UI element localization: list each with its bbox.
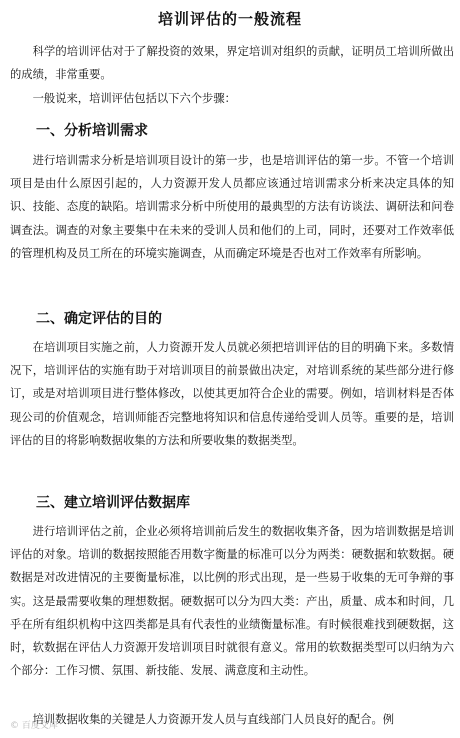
watermark: © 百度文库 xyxy=(10,721,58,731)
section-heading-1: 一、分析培训需求 xyxy=(36,123,148,139)
intro-paragraph: 科学的培训评估对于了解投资的效果，界定培训对组织的贡献，证明员工培训所做出的成绩，非常重要。 xyxy=(10,45,454,82)
section-heading-3: 三、建立培训评估数据库 xyxy=(36,495,190,511)
page-title: 培训评估的一般流程 xyxy=(157,10,302,28)
intro-steps-paragraph: 一般说来，培训评估包括以下六个步骤： xyxy=(32,92,236,105)
section-paragraph-3b: 培训数据收集的关键是人力资源开发人员与直线部门人员良好的配合。例 xyxy=(32,713,395,726)
section-paragraph-2: 在培训项目实施之前，人力资源开发人员就必须把培训评估的目的明确下来。多数情况下，培训评估的实施有助于对培训项目的前景做出决定，对培训系统的某些部分进行修订，或是对培训项目进行整体修改，以使其更加符合企业的需要。例如，培训材料是否体现公司的价值观念，培训师能否完整地将知识和信息传递给受训人员等。重要的是，培训评估的目的将影响数据收集的方法和所要收集的数据类型。 xyxy=(10,341,454,447)
section-paragraph-1: 进行培训需求分析是培训项目设计的第一步，也是培训评估的第一步。不管一个培训项目是由什么原因引起的，人力资源开发人员都应该通过培训需求分析来决定具体的知识、技能、态度的缺陷。培训需求分析中所使用的最典型的方法有访谈法、调研法和问卷调查法。调查的对象主要集中在未来的受训人员和他们的上司，同时，还要对工作效率低的管理机构及员工所在的环境实施调查，从而确定环境是否也对工作效率有所影响。 xyxy=(10,154,454,260)
section-heading-2: 二、确定评估的目的 xyxy=(36,311,162,327)
section-paragraph-3: 进行培训评估之前，企业必须将培训前后发生的数据收集齐备，因为培训数据是培训评估的对象。培训的数据按照能否用数字衡量的标准可以分为两类：硬数据和软数据。硬数据是对改进情况的主要衡量标准，以比例的形式出现，是一些易于收集的无可争辩的事实。这是最需要收集的理想数据。硬数据可以分为四大类：产出，质量、成本和时间，几乎在所有组织机构中这四类都是具有代表性的业绩衡量标准。有时候很难找到硬数据，这时，软数据在评估人力资源开发培训项目时就很有意义。常用的软数据类型可以归纳为六个部分：工作习惯、氛围、新技能、发展、满意度和主动性。 xyxy=(10,525,454,678)
